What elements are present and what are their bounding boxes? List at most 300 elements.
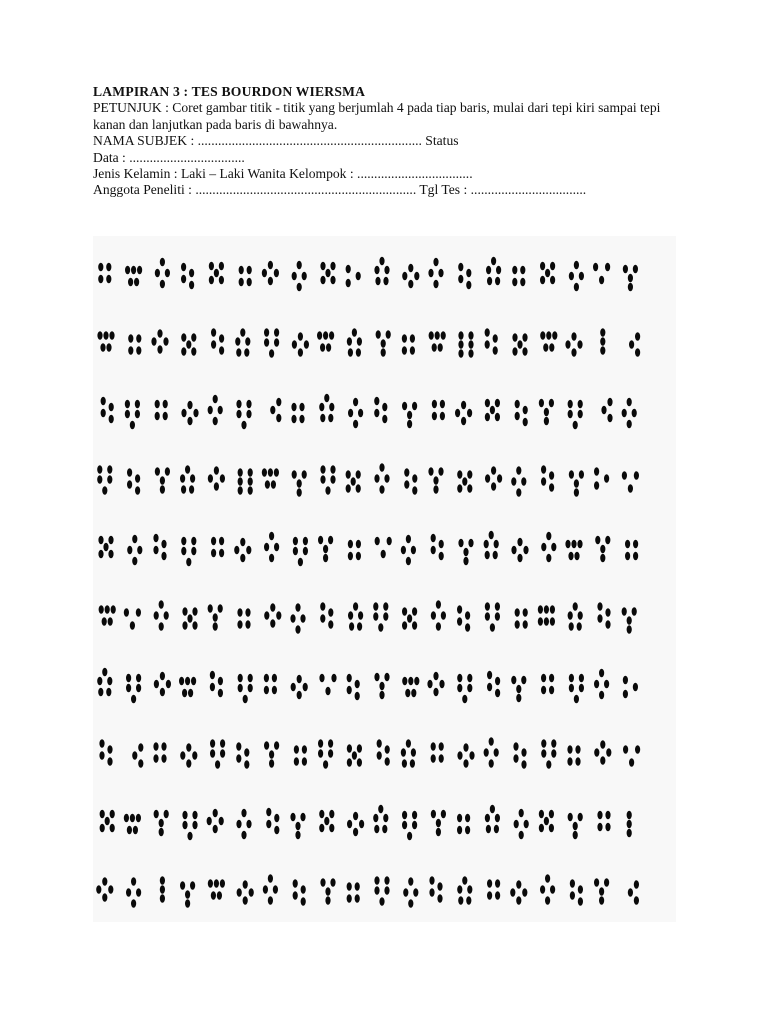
- dot: [381, 339, 386, 348]
- dot: [246, 546, 251, 555]
- dot-group[interactable]: [320, 262, 335, 285]
- dot-group[interactable]: [457, 605, 470, 632]
- dot: [132, 557, 137, 566]
- dot-group[interactable]: [236, 809, 251, 840]
- dot-group[interactable]: [455, 401, 472, 426]
- dot-group[interactable]: [431, 810, 446, 837]
- dot-group[interactable]: [346, 470, 361, 493]
- dot: [189, 485, 194, 494]
- dot-group[interactable]: [153, 534, 166, 561]
- dot-group[interactable]: [431, 534, 444, 561]
- dot: [385, 745, 390, 754]
- dot-group[interactable]: [374, 876, 389, 906]
- dot: [248, 674, 253, 683]
- dot: [186, 340, 191, 349]
- dot: [180, 474, 185, 483]
- dot-group[interactable]: [540, 262, 555, 285]
- dot-group[interactable]: [625, 540, 638, 561]
- dot-group[interactable]: [347, 744, 362, 767]
- dot: [635, 745, 640, 754]
- dot-group[interactable]: [403, 877, 418, 908]
- dot: [516, 896, 521, 905]
- dot-group[interactable]: [208, 466, 225, 491]
- dot: [331, 674, 336, 683]
- dot-group[interactable]: [402, 402, 417, 429]
- dot-group[interactable]: [238, 674, 253, 704]
- dot: [164, 611, 169, 620]
- dot: [495, 612, 500, 621]
- dot-group[interactable]: [207, 809, 224, 834]
- dot-group[interactable]: [210, 739, 225, 769]
- dot-group[interactable]: [348, 398, 363, 429]
- dot-group[interactable]: [290, 603, 305, 634]
- dot-group[interactable]: [429, 331, 446, 352]
- dot: [220, 749, 225, 758]
- dot-group[interactable]: [594, 740, 611, 765]
- dot-group[interactable]: [402, 607, 417, 630]
- dot-group[interactable]: [100, 810, 115, 833]
- dot: [326, 343, 331, 352]
- dot: [578, 400, 583, 409]
- dot: [293, 879, 298, 888]
- dot-group[interactable]: [128, 334, 141, 355]
- dot: [126, 684, 131, 693]
- dot-group[interactable]: [97, 668, 112, 697]
- dot-group[interactable]: [264, 328, 279, 358]
- dot-group[interactable]: [512, 333, 527, 356]
- dot: [441, 331, 446, 340]
- dot-group[interactable]: [264, 674, 277, 695]
- dot-group[interactable]: [375, 537, 392, 559]
- dot-group[interactable]: [404, 468, 417, 495]
- dot: [210, 671, 215, 680]
- dot-group[interactable]: [291, 403, 304, 424]
- dot-group[interactable]: [235, 328, 250, 357]
- dot: [407, 614, 412, 623]
- dot-group[interactable]: [540, 331, 557, 352]
- dot-group[interactable]: [485, 399, 500, 422]
- dot-group[interactable]: [457, 470, 472, 493]
- dot-group[interactable]: [594, 669, 609, 700]
- dot-group[interactable]: [623, 676, 638, 699]
- dot: [181, 275, 186, 284]
- dot: [457, 605, 462, 614]
- dot-group[interactable]: [237, 608, 250, 629]
- dot-group[interactable]: [320, 602, 333, 629]
- dot: [402, 811, 407, 820]
- dot-group[interactable]: [126, 877, 141, 908]
- dot-group[interactable]: [485, 602, 500, 632]
- dot-group[interactable]: [154, 810, 169, 837]
- dot: [574, 488, 579, 497]
- dot-group[interactable]: [124, 814, 141, 835]
- dot-group[interactable]: [511, 538, 528, 563]
- dot: [600, 337, 605, 346]
- dot-group[interactable]: [346, 265, 361, 288]
- dot-group[interactable]: [597, 602, 610, 629]
- dot: [405, 689, 410, 698]
- dot-group[interactable]: [623, 265, 638, 292]
- dot: [605, 811, 610, 820]
- dot-group[interactable]: [458, 263, 471, 290]
- dot-group[interactable]: [511, 676, 526, 703]
- dot-group[interactable]: [457, 876, 472, 905]
- dot-group[interactable]: [160, 876, 165, 903]
- dot: [102, 668, 107, 677]
- dot: [541, 674, 546, 683]
- dot-group[interactable]: [181, 401, 198, 426]
- dot: [543, 343, 548, 352]
- dot-group[interactable]: [402, 677, 419, 698]
- dot: [379, 463, 384, 472]
- dot-group[interactable]: [568, 400, 583, 430]
- dot-group[interactable]: [601, 398, 612, 423]
- dot-group[interactable]: [180, 465, 195, 494]
- dot-group[interactable]: [97, 331, 114, 352]
- dot-group[interactable]: [594, 878, 609, 905]
- dot-group[interactable]: [514, 809, 529, 840]
- dot: [579, 272, 584, 281]
- dot: [455, 409, 460, 418]
- dot: [293, 891, 298, 900]
- dot-group[interactable]: [208, 395, 223, 426]
- dot-group[interactable]: [97, 465, 112, 495]
- dot-group[interactable]: [627, 811, 632, 838]
- dot-group[interactable]: [211, 537, 224, 558]
- dot: [101, 397, 106, 406]
- dot-group[interactable]: [539, 399, 554, 426]
- dot-group[interactable]: [457, 674, 472, 704]
- dot-group[interactable]: [291, 675, 308, 700]
- dot-group[interactable]: [182, 811, 197, 841]
- dot-group[interactable]: [293, 879, 306, 906]
- dot-group[interactable]: [239, 266, 252, 287]
- dot-group[interactable]: [402, 334, 415, 355]
- dot-group[interactable]: [512, 266, 525, 287]
- dot-group[interactable]: [401, 535, 416, 566]
- dot-group[interactable]: [593, 263, 610, 285]
- dot: [435, 331, 440, 340]
- dot: [382, 415, 387, 424]
- dot-group[interactable]: [181, 263, 194, 290]
- dot: [487, 683, 492, 692]
- dot: [210, 683, 215, 692]
- dot-group[interactable]: [622, 471, 639, 493]
- dot-group[interactable]: [318, 739, 333, 769]
- dot-group[interactable]: [458, 331, 473, 358]
- dot-group[interactable]: [180, 881, 195, 908]
- dot-group[interactable]: [234, 538, 251, 563]
- dot-group[interactable]: [237, 880, 254, 905]
- dot-group[interactable]: [539, 810, 554, 833]
- dot: [276, 414, 281, 423]
- dot-group[interactable]: [541, 465, 554, 492]
- dot-group[interactable]: [541, 532, 556, 563]
- dot: [510, 888, 515, 897]
- dot-group[interactable]: [567, 745, 580, 766]
- dot-group[interactable]: [538, 605, 555, 626]
- dot: [297, 488, 302, 497]
- dot-group[interactable]: [132, 743, 143, 768]
- dot-group[interactable]: [348, 602, 363, 631]
- dot-group[interactable]: [294, 745, 307, 766]
- dot-group[interactable]: [348, 540, 361, 561]
- dot-group[interactable]: [431, 742, 444, 763]
- dot-group[interactable]: [541, 739, 556, 769]
- dot-group[interactable]: [317, 331, 334, 352]
- dot: [438, 467, 443, 476]
- dot: [320, 602, 325, 611]
- dot-group[interactable]: [485, 466, 502, 491]
- dot-group[interactable]: [320, 465, 335, 495]
- dot-group[interactable]: [155, 467, 170, 494]
- dot-group[interactable]: [238, 468, 253, 495]
- dot-group[interactable]: [511, 466, 526, 497]
- dot-group[interactable]: [181, 537, 196, 567]
- dot: [160, 894, 165, 903]
- dot-group[interactable]: [568, 602, 583, 631]
- dot-group[interactable]: [180, 743, 197, 768]
- dot-group[interactable]: [515, 400, 528, 427]
- dot: [103, 543, 108, 552]
- dot: [190, 474, 195, 483]
- dot-group[interactable]: [264, 532, 279, 563]
- dot: [402, 402, 407, 411]
- dot-group[interactable]: [565, 540, 582, 561]
- dot-group[interactable]: [153, 742, 166, 763]
- dot-group[interactable]: [622, 398, 637, 429]
- dot: [384, 266, 389, 275]
- dot-group[interactable]: [182, 607, 197, 630]
- dot: [102, 893, 107, 902]
- dot-group[interactable]: [264, 741, 279, 768]
- dot: [546, 554, 551, 563]
- dot-group[interactable]: [427, 672, 444, 697]
- dot-group[interactable]: [96, 877, 113, 902]
- dot-group[interactable]: [622, 607, 637, 634]
- dot: [356, 470, 361, 479]
- dot-group[interactable]: [155, 258, 170, 289]
- dot-group[interactable]: [568, 813, 583, 840]
- dot: [274, 468, 279, 477]
- dot-group[interactable]: [540, 874, 555, 905]
- dot-group[interactable]: [262, 261, 279, 286]
- dot: [458, 331, 463, 340]
- dot: [439, 742, 444, 751]
- dot: [463, 548, 468, 557]
- dot: [515, 400, 520, 409]
- dot-group[interactable]: [319, 674, 336, 696]
- dot-group[interactable]: [373, 805, 388, 834]
- dot-group[interactable]: [569, 674, 584, 704]
- dot-group[interactable]: [629, 332, 640, 357]
- dot-group[interactable]: [428, 258, 443, 289]
- dot: [318, 749, 323, 758]
- dot-group[interactable]: [402, 264, 419, 289]
- dot-group[interactable]: [154, 600, 169, 631]
- dot: [302, 757, 307, 766]
- dot: [99, 751, 104, 760]
- dot-group[interactable]: [319, 810, 334, 833]
- dot-group[interactable]: [318, 536, 333, 563]
- dot-group[interactable]: [125, 400, 140, 430]
- dot-group[interactable]: [486, 257, 501, 286]
- dot-group[interactable]: [429, 876, 442, 903]
- dot: [98, 536, 103, 545]
- dot: [301, 897, 306, 906]
- dot-group[interactable]: [565, 332, 582, 357]
- dot-group[interactable]: [208, 879, 225, 900]
- dot-group[interactable]: [264, 603, 281, 628]
- dot-group[interactable]: [487, 879, 500, 900]
- dot-group[interactable]: [485, 328, 498, 355]
- dot-group[interactable]: [347, 812, 364, 837]
- dot-group[interactable]: [374, 463, 389, 494]
- dot-group[interactable]: [485, 805, 500, 834]
- dot-group[interactable]: [99, 739, 112, 766]
- dot-group[interactable]: [432, 400, 445, 421]
- dot-group[interactable]: [373, 602, 388, 632]
- dot-group[interactable]: [292, 261, 307, 292]
- dot: [599, 691, 604, 700]
- dot-group[interactable]: [374, 257, 389, 286]
- dot-group[interactable]: [124, 608, 141, 630]
- dot: [496, 266, 501, 275]
- dot: [578, 611, 583, 620]
- dot-group[interactable]: [293, 537, 308, 567]
- dot-group[interactable]: [594, 467, 609, 490]
- dot: [323, 760, 328, 769]
- dot-group[interactable]: [377, 739, 390, 766]
- dot-group[interactable]: [151, 329, 168, 354]
- dot-group[interactable]: [597, 811, 610, 832]
- dot: [166, 680, 171, 689]
- dot-group[interactable]: [266, 808, 279, 835]
- dot: [550, 276, 555, 285]
- dot-group[interactable]: [431, 600, 446, 631]
- dot-group[interactable]: [101, 397, 114, 424]
- dot-group[interactable]: [515, 608, 528, 629]
- dot: [516, 685, 521, 694]
- dot-group[interactable]: [290, 813, 305, 840]
- document-title: LAMPIRAN 3 : TES BOURDON WIERSMA: [93, 84, 366, 99]
- dot-group[interactable]: [510, 880, 527, 905]
- dot-group[interactable]: [600, 328, 605, 355]
- dot: [491, 482, 496, 491]
- dot: [155, 412, 160, 421]
- dot: [594, 680, 599, 689]
- dot: [457, 885, 462, 894]
- dot-group[interactable]: [484, 531, 499, 560]
- dot: [356, 484, 361, 493]
- dot: [567, 745, 572, 754]
- dot: [431, 534, 436, 543]
- dot-group[interactable]: [347, 882, 360, 903]
- dot-group[interactable]: [263, 874, 278, 905]
- dot-group[interactable]: [127, 468, 140, 495]
- dot-group[interactable]: [262, 468, 279, 489]
- dot-group[interactable]: [595, 536, 610, 563]
- dot-group[interactable]: [126, 674, 141, 704]
- dot: [102, 486, 107, 495]
- dot: [412, 621, 417, 630]
- dot-group[interactable]: [401, 739, 416, 768]
- dot: [600, 554, 605, 563]
- dot-group[interactable]: [569, 470, 584, 497]
- dot: [264, 328, 269, 337]
- dot: [523, 620, 528, 629]
- dot-group[interactable]: [99, 605, 116, 626]
- dot-group[interactable]: [209, 262, 224, 285]
- dot-group[interactable]: [487, 671, 500, 698]
- dot-group[interactable]: [210, 671, 223, 698]
- dot-group[interactable]: [458, 539, 473, 566]
- dot-group[interactable]: [236, 400, 251, 430]
- dot-group[interactable]: [347, 674, 360, 701]
- dot-group[interactable]: [569, 261, 584, 292]
- dot: [495, 677, 500, 686]
- dot: [346, 279, 351, 288]
- dot-group[interactable]: [457, 814, 470, 835]
- dot-group[interactable]: [374, 397, 387, 424]
- dot-group[interactable]: [319, 394, 334, 423]
- dot: [627, 398, 632, 407]
- dot: [466, 269, 471, 278]
- dot: [494, 748, 499, 757]
- dot-group[interactable]: [628, 880, 639, 905]
- dot-group[interactable]: [570, 879, 583, 906]
- dot-group[interactable]: [208, 604, 223, 631]
- dot-group[interactable]: [155, 400, 168, 421]
- dot: [102, 617, 107, 626]
- dot-group[interactable]: [541, 674, 554, 695]
- dot-group[interactable]: [270, 398, 281, 423]
- dot: [382, 403, 387, 412]
- dot-group[interactable]: [98, 536, 113, 559]
- dot-group[interactable]: [484, 737, 499, 768]
- dot-group[interactable]: [347, 328, 362, 357]
- dot-group[interactable]: [428, 467, 443, 494]
- dot-group[interactable]: [154, 672, 171, 697]
- dot-group[interactable]: [376, 330, 391, 357]
- dot: [155, 400, 160, 409]
- dot-group[interactable]: [374, 673, 389, 700]
- dot-group[interactable]: [98, 263, 111, 284]
- dot-group[interactable]: [623, 745, 640, 767]
- dot-group[interactable]: [513, 742, 526, 769]
- dot-group[interactable]: [236, 742, 249, 769]
- dot: [573, 421, 578, 430]
- dot-group[interactable]: [320, 878, 335, 905]
- dot: [374, 886, 379, 895]
- dot: [130, 814, 135, 823]
- dot: [193, 409, 198, 418]
- dot-group[interactable]: [292, 470, 307, 497]
- dot: [412, 607, 417, 616]
- dot-group[interactable]: [292, 332, 309, 357]
- dot-group[interactable]: [125, 266, 142, 287]
- dot: [467, 470, 472, 479]
- dot-group[interactable]: [211, 328, 224, 355]
- dot-group[interactable]: [402, 811, 417, 841]
- dot-group[interactable]: [179, 677, 196, 698]
- dot-group[interactable]: [457, 743, 474, 768]
- dot-group[interactable]: [181, 333, 196, 356]
- dot: [347, 882, 352, 891]
- dot: [410, 759, 415, 768]
- dot: [432, 400, 437, 409]
- dot-group[interactable]: [127, 535, 142, 566]
